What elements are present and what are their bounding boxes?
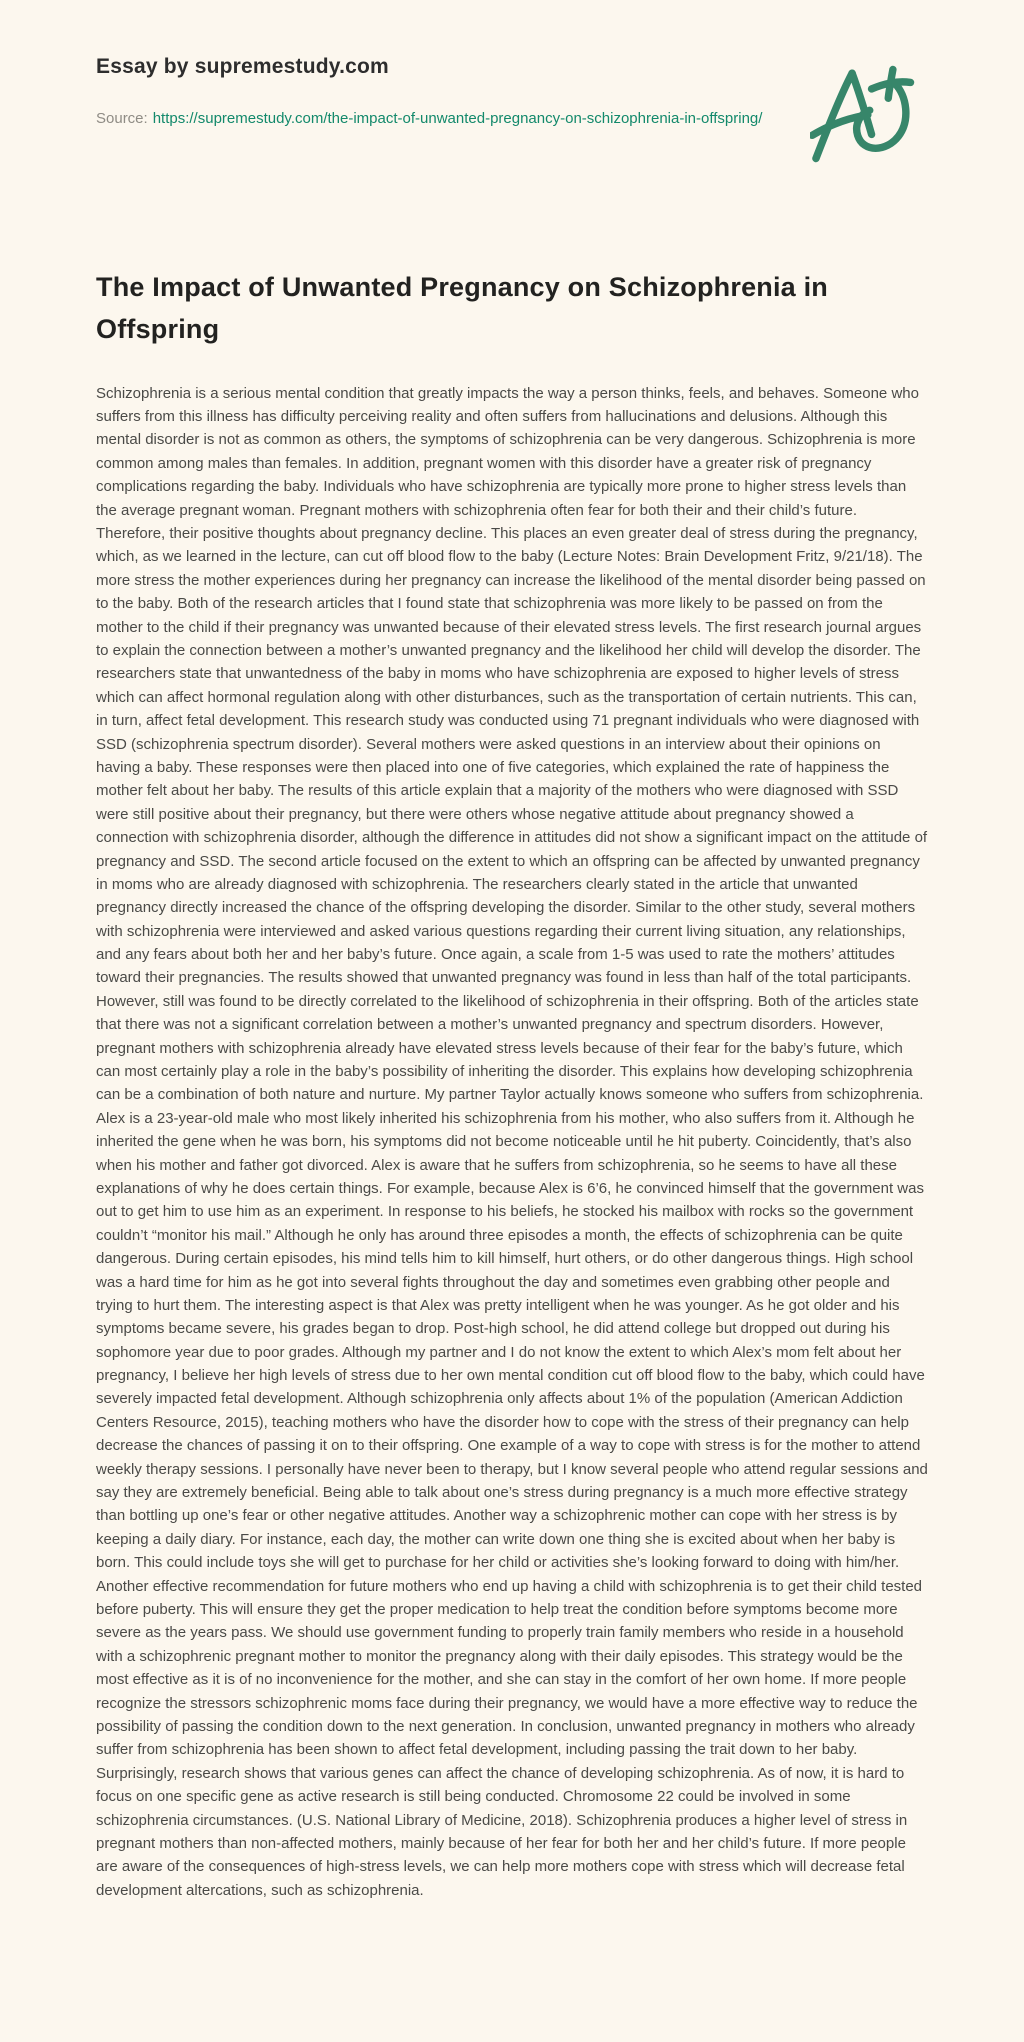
source-url-link[interactable]: https://supremestudy.com/the-impact-of-unwanted-pregnancy-on-schizophrenia-in-offspring/: [152, 110, 763, 127]
a-plus-logo-icon: [810, 63, 922, 165]
header-text-block: [96, 55, 762, 133]
source-label: Source:: [96, 110, 148, 127]
page-header: [96, 55, 928, 170]
essay-body-text: Schizophrenia is a serious mental condition that greatly impacts the way a person thinks, feels, and behaves. Someone who suffers from this illness has difficulty perceiving reality and often suffers from hallucinations and delusions. Although this mental disorder is not as common as others, the symptoms of schizophrenia can be very dangerous. Schizophrenia is more common among males than females. In addition, pregnant women with this disorder have a greater risk of pregnancy complications regarding the baby. Individuals who have schizophrenia are typically more prone to higher stress levels than the average pregnant woman. Pregnant mothers with schizophrenia often fear for both their and their child’s future. Therefore, their positive thoughts about pregnancy decline. This places an even greater deal of stress during the pregnancy, which, as we learned in the lecture, can cut off blood flow to the baby (Lecture Notes: Brain Development Fritz, 9/21/18). The more stress the mother experiences during her pregnancy can increase the likelihood of the mental disorder being passed on to the baby. Both of the research articles that I found state that schizophrenia was more likely to be passed on from the mother to the child if their pregnancy was unwanted because of their elevated stress levels. The first research journal argues to explain the connection between a mother’s unwanted pregnancy and the likelihood her child will develop the disorder. The researchers state that unwantedness of the baby in moms who have schizophrenia are exposed to higher levels of stress which can affect hormonal regulation along with other disturbances, such as the transportation of certain nutrients. This can, in turn, affect fetal development. This research study was conducted using 71 pregnant individuals who were diagnosed with SSD (schizophrenia spectrum disorder). Several mothers were asked questions in an interview about their opinions on having a baby. These responses were then placed into one of five categories, which explained the rate of happiness the mother felt about her baby. The results of this article explain that a majority of the mothers who were diagnosed with SSD were still positive about their pregnancy, but there were others whose negative attitude about pregnancy showed a connection with schizophrenia disorder, although the difference in attitudes did not show a significant impact on the attitude of pregnancy and SSD. The second article focused on the extent to which an offspring can be affected by unwanted pregnancy in moms who are already diagnosed with schizophrenia. The researchers clearly stated in the article that unwanted pregnancy directly increased the chance of the offspring developing the disorder. Similar to the other study, several mothers with schizophrenia were interviewed and asked various questions regarding their current living situation, any relationships, and any fears about both her and her baby’s future. Once again, a scale from 1-5 was used to rate the mothers’ attitudes toward their pregnancies. The results showed that unwanted pregnancy was found in less than half of the total participants. However, still was found to be directly correlated to the likelihood of schizophrenia in their offspring. Both of the articles state that there was not a significant correlation between a mother’s unwanted pregnancy and spectrum disorders. However, pregnant mothers with schizophrenia already have elevated stress levels because of their fear for the baby’s future, which can most certainly play a role in the baby’s possibility of inheriting the disorder. This explains how developing schizophrenia can be a combination of both nature and nurture. My partner Taylor actually knows someone who suffers from schizophrenia. Alex is a 23-year-old male who most likely inherited his schizophrenia from his mother, who also suffers from it. Although he inherited the gene when he was born, his symptoms did not become noticeable until he hit puberty. Coincidently, that’s also when his mother and father got divorced. Alex is aware that he suffers from schizophrenia, so he seems to have all these explanations of why he does certain things. For example, because Alex is 6’6, he convinced himself that the government was out to get him to use him as an experiment. In response to his beliefs, he stocked his mailbox with rocks so the government couldn’t “monitor his mail.” Although he only has around three episodes a month, the effects of schizophrenia can be quite dangerous. During certain episodes, his mind tells him to kill himself, hurt others, or do other dangerous things. High school was a hard time for him as he got into several fights throughout the day and sometimes even grabbing other people and trying to hurt them. The interesting aspect is that Alex was pretty intelligent when he was younger. As he got older and his symptoms became severe, his grades began to drop. Post-high school, he did attend college but dropped out during his sophomore year due to poor grades. Although my partner and I do not know the extent to which Alex’s mom felt about her pregnancy, I believe her high levels of stress due to her own mental condition cut off blood flow to the baby, which could have severely impacted fetal development. Although schizophrenia only affects about 1% of the population (American Addiction Centers Resource, 2015), teaching mothers who have the disorder how to cope with the stress of their pregnancy can help decrease the chances of passing it on to their offspring. One example of a way to cope with stress is for the mother to attend weekly therapy sessions. I personally have never been to therapy, but I know several people who attend regular sessions and say they are extremely beneficial. Being able to talk about one’s stress during pregnancy is a much more effective strategy than bottling up one’s fear or other negative attitudes. Another way a schizophrenic mother can cope with her stress is by keeping a daily diary. For instance, each day, the mother can write down one thing she is excited about when her baby is born. This could include toys she will get to purchase for her child or activities she’s looking forward to doing with him/her. Another effective recommendation for future mothers who end up having a child with schizophrenia is to get their child tested before puberty. This will ensure they get the proper medication to help treat the condition before symptoms become more severe as the years pass. We should use government funding to properly train family members who reside in a household with a schizophrenic pregnant mother to monitor the pregnancy along with their daily episodes. This strategy would be the most effective as it is of no inconvenience for the mother, and she can stay in the comfort of her own home. If more people recognize the stressors schizophrenic moms face during their pregnancy, we would have a more effective way to reduce the possibility of passing the condition down to the next generation. In conclusion, unwanted pregnancy in mothers who already suffer from schizophrenia has been shown to affect fetal development, including passing the trait down to her baby. Surprisingly, research shows that various genes can affect the chance of developing schizophrenia. As of now, it is hard to focus on one specific gene as active research is still being conducted. Chromosome 22 could be involved in some schizophrenia circumstances. (U.S. National Library of Medicine, 2018). Schizophrenia produces a higher level of stress in pregnant mothers than non-affected mothers, mainly because of her fear for both her and her child’s future. If more people are aware of the consequences of high-stress levels, we can help more mothers cope with stress which will decrease fetal development altercations, such as schizophrenia.: [96, 384, 928, 1899]
supremestudy-logo: [810, 63, 922, 170]
site-title: Essay by supremestudy.com: [96, 55, 389, 78]
essay-title: The Impact of Unwanted Pregnancy on Schizophrenia in Offspring: [96, 272, 828, 344]
source-line: [96, 105, 762, 133]
